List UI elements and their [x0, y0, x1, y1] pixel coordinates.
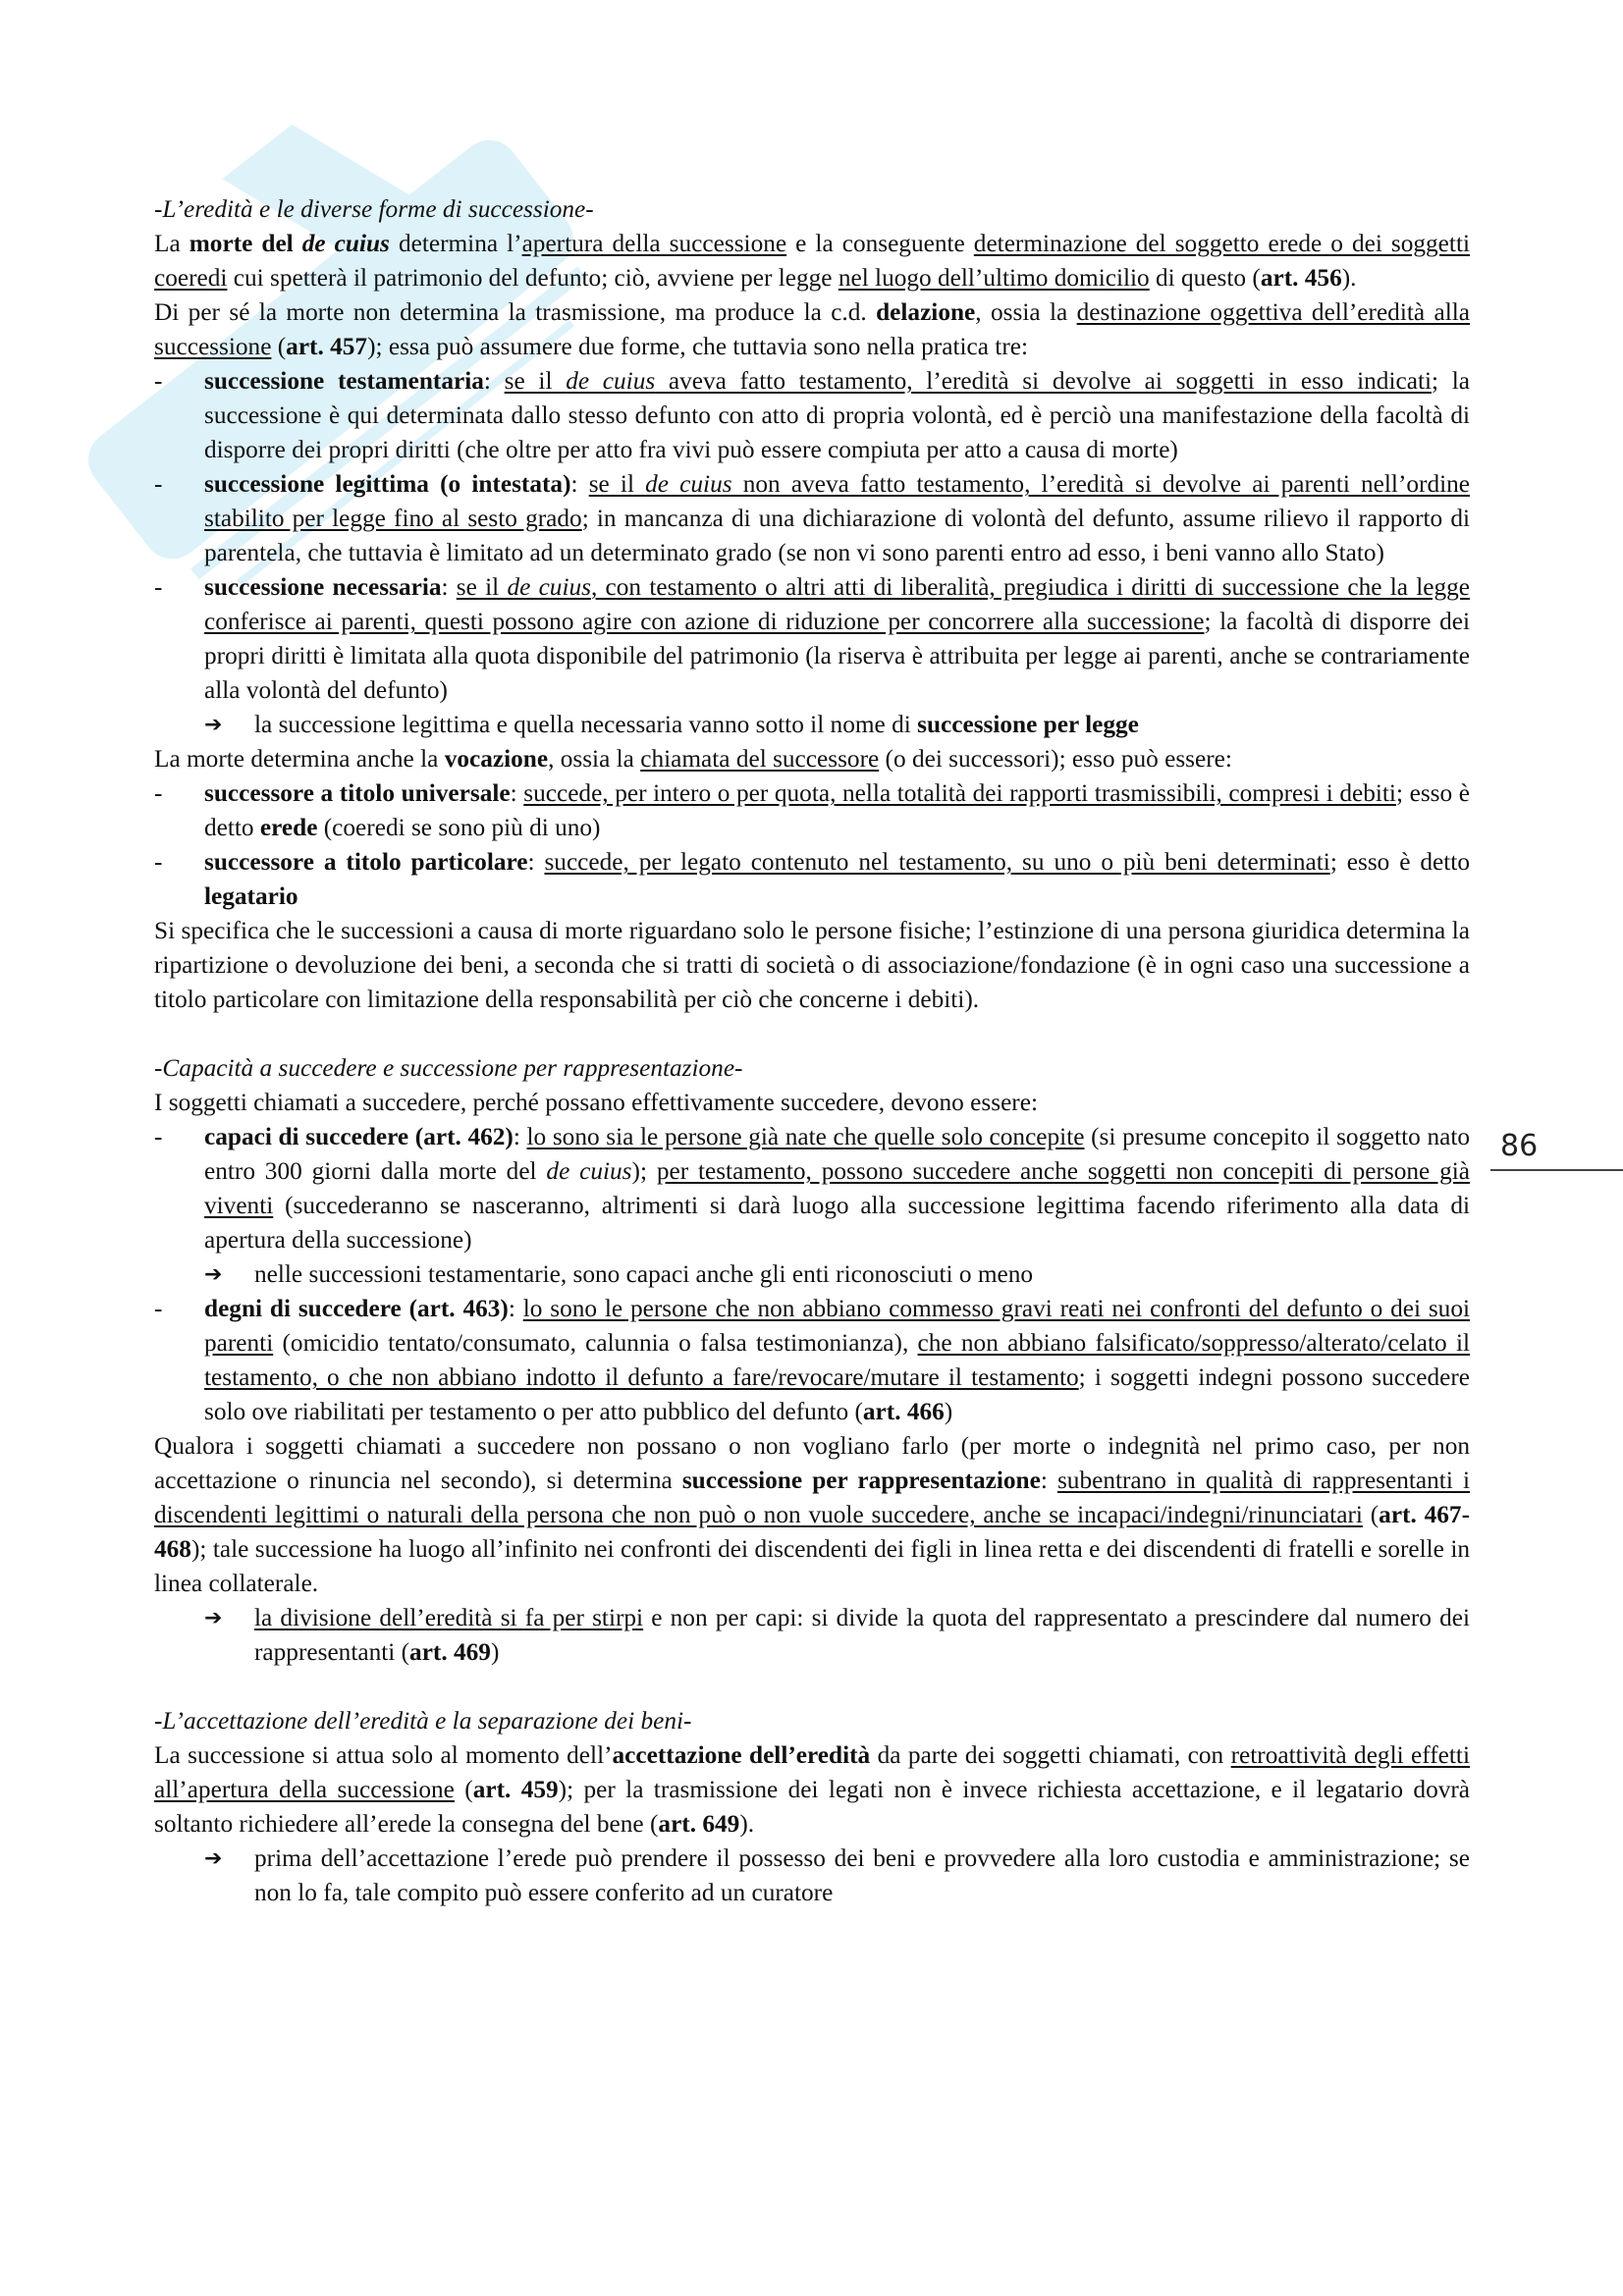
text-run: successione testamentaria: [204, 367, 484, 395]
text-run: succede, per legato contenuto nel testamento, su uno o più beni determinati: [544, 848, 1330, 876]
list-item: - degni di succedere (art. 463): lo sono le persone che non abbiano commesso gravi reati nei confronti del defunto o dei suoi parenti (omicidio tentato/consumato, calunnia o falsa testimonianza), che non abbiano falsificato/soppresso/alterato/celato il testamento, o che non abbiano indotto il defunto a fare/revocare/mutare il testamento; i soggetti indegni possono succedere solo ove riabilitati per testamento o per atto pubblico del defunto (art. 466): [154, 1295, 1471, 1425]
text-run: successione necessaria: [204, 573, 442, 601]
text-run: per testamento, possono succedere anche soggetti non concepiti di persone già viventi: [204, 1157, 1470, 1219]
arrow-right-icon: ➔: [204, 713, 223, 737]
paragraph: [154, 914, 1470, 1017]
text-run: successione legittima (o intestata): [204, 470, 571, 498]
text-run: ); essa può assumere due forme, che tuttavia sono nella pratica tre:: [367, 333, 1029, 360]
arrow-right-icon: ➔: [204, 1262, 223, 1287]
text-run: nelle successioni testamentarie, sono capaci anche gli enti riconosciuti o meno: [254, 1260, 1034, 1288]
arrow-note: [154, 708, 1470, 742]
text-run: lo sono sia le persone già nate che quelle solo concepite: [526, 1123, 1085, 1150]
text-run: ; la facoltà di disporre dei propri diritti è limitata alla quota disponibile del patrimonio (la riserva è attribuita per legge ai parenti, anche se contrariamente alla volontà del defunto): [204, 608, 1470, 704]
text-run: se il: [504, 367, 567, 395]
list-item: - successore a titolo universale: succede, per intero o per quota, nella totalità dei rapporti trasmissibili, compresi i debiti; esso è detto erede (coeredi se sono più di uno): [154, 779, 1470, 841]
text-run: che non abbiano falsificato/soppresso/alterato/celato il testamento, o che non abbiano indotto il defunto a fare/revocare/mutare il testamento: [204, 1329, 1471, 1391]
text-run: determina l’: [389, 230, 522, 257]
text-run: art. 457: [286, 333, 368, 360]
text-run: (coeredi se sono più di uno): [317, 814, 601, 841]
text-run: da parte dei soggetti chiamati, con: [870, 1741, 1231, 1769]
text-run: I soggetti chiamati a succedere, perché possano effettivamente succedere, devono essere:: [154, 1089, 1038, 1116]
text-run: art. 469: [409, 1638, 491, 1666]
text-run: :: [441, 573, 457, 601]
text-run: ; i soggetti indegni possono succedere solo ove riabilitati per testamento o per atto pubblico del defunto (: [204, 1363, 1471, 1425]
text-run: se il: [456, 573, 508, 601]
text-run: :: [513, 1123, 527, 1150]
text-run: (: [271, 333, 287, 360]
text-run: ): [944, 1398, 953, 1425]
arrow-note: [154, 1842, 1470, 1910]
text-run: (omicidio tentato/consumato, calunnia o falsa testimonianza),: [273, 1329, 918, 1357]
text-run: successione per rappresentazione: [681, 1467, 1041, 1494]
text-run: la divisione dell’eredità si fa per stirpi: [254, 1604, 644, 1631]
text-run: ); tale successione ha luogo all’infinito nei confronti dei discendenti dei figli in linea retta e dei discendenti di fratelli e sorelle in linea collaterale.: [154, 1535, 1470, 1597]
page-number: 86: [1500, 1129, 1539, 1163]
arrow-right-icon: ➔: [204, 1606, 223, 1630]
text-run: ); per la trasmissione dei legati non è invece richiesta accettazione, e il legatario dovrà soltanto richiedere all’erede la consegna del bene (: [154, 1776, 1471, 1838]
text-run: :: [510, 779, 524, 807]
text-run: ; la successione è qui determinata dallo stesso defunto con atto di propria volontà, ed è perciò una manifestazione della facoltà di disporre dei propri diritti (che oltre per atto fra vivi può essere compiuta per atto a causa di morte): [204, 367, 1470, 463]
list-item: - capaci di succedere (art. 462): lo sono sia le persone già nate che quelle solo concepite (si presume concepito il soggetto nato entro 300 giorni dalla morte del de cuius); per testamento, possono succedere anche soggetti non concepiti di persone già viventi (succederanno se nasceranno, altrimenti si darà luogo alla successione legittima facendo riferimento alla data di apertura della successione): [154, 1123, 1471, 1254]
list-item: - successione testamentaria: se il de cuius aveva fatto testamento, l’eredità si devolve ai soggetti in esso indicati; la successione è qui determinata dallo stesso defunto con atto di propria volontà, ed è perciò una manifestazione della facoltà di disporre dei propri diritti (che oltre per atto fra vivi può essere compiuta per atto a causa di morte): [154, 367, 1470, 463]
paragraph: [154, 1086, 1470, 1120]
text-run: degni di succedere (art. 463): [204, 1295, 509, 1322]
list-item: - successione necessaria: se il de cuius, con testamento o altri atti di liberalità, pregiudica i diritti di successione che la legge conferisce ai parenti, questi possono agire con azione di riduzione per concorrere alla successione; la facoltà di disporre dei propri diritti è limitata alla quota disponibile del patrimonio (la riserva è attribuita per legge ai parenti, anche se contrariamente alla volontà del defunto): [154, 573, 1470, 704]
text-run: , con testamento o altri atti di liberalità, pregiudica i diritti di successione che la legge conferisce ai parenti, questi possono agire con azione di riduzione per concorrere alla successione: [204, 573, 1470, 635]
text-run: erede: [259, 814, 318, 841]
text-run: cui spetterà il patrimonio del defunto; ciò, avviene per legge: [227, 264, 839, 292]
text-run: ): [490, 1638, 500, 1666]
section-heading: -L’eredità e le diverse forme di successione-: [154, 195, 594, 223]
text-run: Di per sé la morte non determina la trasmissione, ma produce la c.d.: [154, 298, 877, 326]
paragraph: [154, 227, 1470, 295]
text-run: accettazione dell’eredità: [612, 1741, 871, 1769]
text-run: :: [1040, 1467, 1057, 1494]
text-run: capaci di succedere (art. 462): [204, 1123, 514, 1150]
text-run: prima dell’accettazione l’erede può prendere il possesso dei beni e provvedere alla loro custodia e amministrazione; se non lo fa, tale compito può essere conferito ad un curatore: [254, 1844, 1470, 1906]
text-run: apertura della successione: [521, 230, 787, 257]
text-run: art. 649: [658, 1810, 740, 1838]
text-run: ).: [739, 1810, 755, 1838]
text-run: :: [483, 367, 505, 395]
text-run: (o dei successori); esso può essere:: [879, 745, 1232, 773]
text-run: ; esso è detto: [204, 779, 1470, 841]
text-run: non aveva fatto testamento, l’eredità si devolve ai parenti nell’ordine stabilito per legge fino al sesto grado: [204, 470, 1471, 532]
text-run: aveva fatto testamento, l’eredità si devolve ai soggetti in esso indicati: [655, 367, 1432, 395]
text-run: art. 467-468: [154, 1501, 1471, 1563]
text-run: art. 466: [862, 1398, 945, 1425]
text-run: de cuius: [645, 470, 732, 498]
text-run: delazione: [876, 298, 976, 326]
text-run: successore a titolo particolare: [204, 848, 528, 876]
text-run: (: [454, 1776, 473, 1803]
text-run: retroattività degli effetti all’apertura della successione: [154, 1741, 1470, 1803]
text-run: );: [631, 1157, 657, 1185]
text-run: :: [527, 848, 545, 876]
paragraph: [154, 742, 1470, 776]
text-run: de cuius: [546, 1157, 632, 1185]
text-run: La: [154, 230, 189, 257]
text-run: vocazione: [444, 745, 549, 773]
text-run: determinazione del soggetto erede o dei soggetti coeredi: [154, 230, 1470, 292]
arrow-note: [154, 1257, 1470, 1292]
text-run: art. 456: [1260, 264, 1342, 292]
text-run: chiamata del successore: [640, 745, 880, 773]
text-run: , ossia la: [548, 745, 641, 773]
text-run: La successione si attua solo al momento dell’: [154, 1741, 613, 1769]
text-run: e la conseguente: [786, 230, 974, 257]
paragraph: [154, 295, 1470, 364]
text-run: art. 459: [472, 1776, 559, 1803]
text-run: di questo (: [1149, 264, 1261, 292]
text-run: se il: [588, 470, 646, 498]
text-run: Qualora i soggetti chiamati a succedere non possano o non vogliano farlo (per morte o indegnità nel primo caso, per non accettazione o rinuncia nel secondo), si determina: [154, 1432, 1470, 1494]
text-run: , ossia la: [975, 298, 1077, 326]
text-run: (si presume concepito il soggetto nato entro 300 giorni dalla morte del: [204, 1123, 1471, 1185]
arrow-note: [154, 1601, 1470, 1670]
paragraph: [154, 1738, 1470, 1842]
paragraph: [154, 1429, 1470, 1601]
text-run: nel luogo dell’ultimo domicilio: [838, 264, 1150, 292]
text-run: (succederanno se nasceranno, altrimenti si darà luogo alla successione legittima facendo riferimento alla data di apertura della successione): [204, 1192, 1470, 1254]
list-item: - successione legittima (o intestata): se il de cuius non aveva fatto testamento, l’eredità si devolve ai parenti nell’ordine stabilito per legge fino al sesto grado; in mancanza di una dichiarazione di volontà del defunto, assume rilievo il rapporto di parentela, che tuttavia è limitato ad un determinato grado (se non vi sono parenti entro ad esso, i beni vanno allo Stato): [154, 470, 1471, 566]
text-run: ; in mancanza di una dichiarazione di volontà del defunto, assume rilievo il rapporto di parentela, che tuttavia è limitato ad un determinato grado (se non vi sono parenti entro ad esso, i beni vanno allo Stato): [204, 505, 1471, 566]
text-run: lo sono le persone che non abbiano commesso gravi reati nei confronti del defunto o dei suoi parenti: [204, 1295, 1471, 1357]
text-run: de cuius: [566, 367, 656, 395]
text-run: successione per legge: [917, 711, 1139, 738]
text-run: La morte determina anche la: [154, 745, 445, 773]
text-run: :: [570, 470, 589, 498]
text-run: de cuius: [507, 573, 591, 601]
text-run: morte del: [189, 230, 302, 257]
text-run: e non per capi: si divide la quota del rappresentato a prescindere dal numero dei rappresentanti (: [254, 1604, 1470, 1666]
text-run: de cuius: [301, 230, 390, 257]
text-run: succede, per intero o per quota, nella totalità dei rapporti trasmissibili, compresi i debiti: [523, 779, 1396, 807]
document-body: [154, 192, 1470, 1910]
text-run: (: [1362, 1501, 1380, 1528]
list-item: - successore a titolo particolare: succede, per legato contenuto nel testamento, su uno o più beni determinati; esso è detto legatario: [154, 848, 1470, 910]
text-run: Si specifica che le successioni a causa di morte riguardano solo le persone fisiche; l’estinzione di una persona giuridica determina la ripartizione o devoluzione dei beni, a seconda che si tratti di società o di associazione/fondazione (è in ogni caso una successione a titolo particolare con limitazione della responsabilità per ciò che concerne i debiti).: [154, 917, 1470, 1013]
text-run: la successione legittima e quella necessaria vanno sotto il nome di: [254, 711, 918, 738]
text-run: :: [508, 1295, 523, 1322]
text-run: ).: [1341, 264, 1357, 292]
text-run: subentrano in qualità di rappresentanti i discendenti legittimi o naturali della persona che non può o non vuole succedere, anche se incapaci/indegni/rinunciatari: [154, 1467, 1470, 1528]
page-number-rule: [1490, 1169, 1623, 1171]
section-heading: -L’accettazione dell’eredità e la separazione dei beni-: [154, 1707, 692, 1735]
text-run: ; esso è detto: [1329, 848, 1470, 876]
text-run: successore a titolo universale: [204, 779, 511, 807]
text-run: legatario: [204, 882, 298, 910]
arrow-right-icon: ➔: [204, 1846, 223, 1871]
section-heading: -Capacità a succedere e successione per rappresentazione-: [154, 1054, 743, 1082]
text-run: destinazione oggettiva dell’eredità alla successione: [154, 298, 1470, 360]
